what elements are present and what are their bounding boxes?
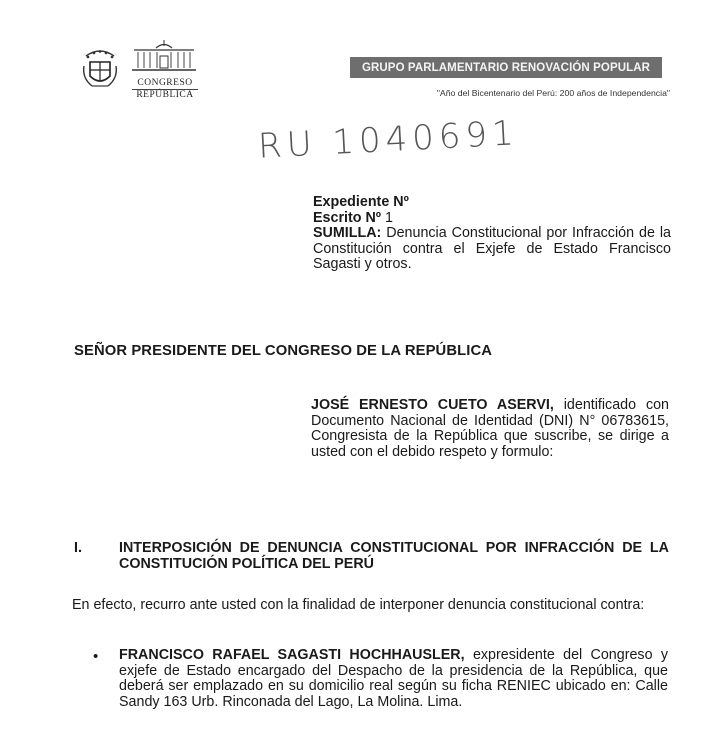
- accused-name: FRANCISCO RAFAEL SAGASTI HOCHHAUSLER,: [119, 647, 465, 663]
- compareciente-text: identificado con Documento Nacional de Identidad (DNI) N° 06783615, Congresista de la República que suscribe, se dirige a usted con el debido respeto y formulo:: [311, 397, 669, 460]
- accused-details: expresidente del Congreso y exjefe de Estado encargado del Despacho de la presidencia de la República, que deberá ser emplazado en su domicilio real según su ficha RENIEC ubicado en: Calle Sandy 163 Urb. Rinconada del Lago, La Molina. Lima.: [119, 647, 668, 710]
- coat-of-arms-icon: [80, 46, 120, 96]
- addressee-heading: SEÑOR PRESIDENTE DEL CONGRESO DE LA REPÚBLICA: [74, 343, 493, 359]
- bullet-icon: •: [93, 648, 99, 665]
- logo-label-republica: REPÚBLICA: [136, 90, 194, 100]
- escrito-value: 1: [384, 209, 393, 226]
- compareciente-paragraph: [311, 398, 669, 460]
- section-number: I.: [74, 540, 82, 556]
- expediente-label: Expediente Nº: [313, 194, 409, 210]
- sumilla-text: Denuncia Constitucional por Infracción de la Constitución contra el Exjefe de Estado Francisco Sagasti y otros.: [313, 225, 671, 272]
- escrito-line: [313, 211, 671, 227]
- section-title: INTERPOSICIÓN DE DENUNCIA CONSTITUCIONAL POR INFRACCIÓN DE LA CONSTITUCIÓN POLÍTICA DEL PERÚ: [119, 540, 669, 572]
- list-item: [119, 648, 668, 710]
- year-motto: "Año del Bicentenario del Perú: 200 años de Independencia": [436, 88, 670, 98]
- logo-label-congreso: CONGRESO: [132, 78, 198, 90]
- sumilla-label: SUMILLA:: [313, 225, 382, 241]
- intro-paragraph: En efecto, recurro ante usted con la finalidad de interponer denuncia constitucional contra:: [72, 597, 645, 613]
- sumilla: [313, 226, 671, 273]
- congress-building-icon: [130, 38, 198, 74]
- parliamentary-group-banner: GRUPO PARLAMENTARIO RENOVACIÓN POPULAR: [350, 57, 662, 78]
- congreso-logo: [80, 38, 220, 108]
- handwritten-registry-number: RU 1040691: [257, 113, 520, 167]
- escrito-label: Escrito Nº: [313, 209, 381, 226]
- expediente-block: [313, 195, 671, 273]
- compareciente-name: JOSÉ ERNESTO CUETO ASERVI,: [311, 397, 554, 413]
